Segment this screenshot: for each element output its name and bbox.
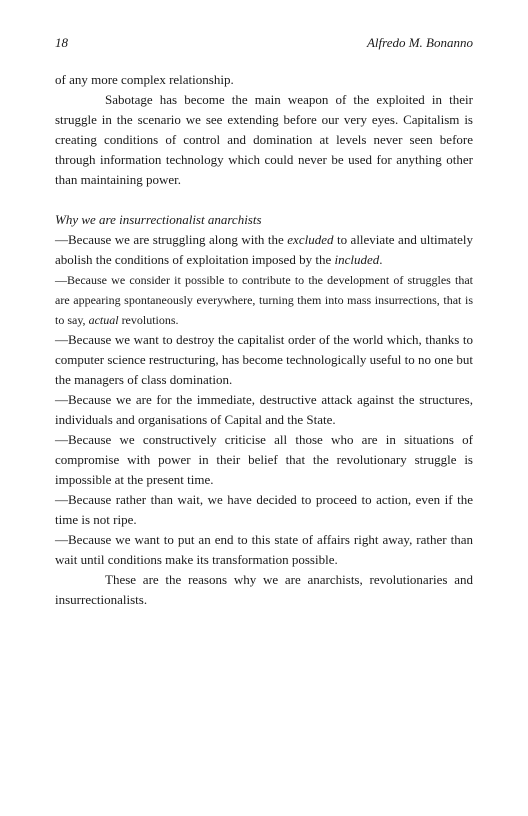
section-gap (55, 190, 473, 210)
closing-paragraph: These are the reasons why we are anarchists, revolutionaries and insurrectionalists. (55, 572, 473, 607)
reason-2 (55, 270, 473, 330)
running-head: Alfredo M. Bonanno (366, 35, 473, 50)
paragraph-sabotage: Sabotage has become the main weapon of the exploited in their struggle in the scenario we see extending before our very eyes. Capitalism is creating conditions of control and domination at levels never seen before through information technology which could never be used for anything other than maintaining power. (55, 92, 473, 187)
reason-3: —Because we want to destroy the capitalist order of the world which, thanks to computer science restructuring, has become technologically useful to no one but the managers of class domination. (55, 332, 473, 387)
reason-1-emphasis-excluded: excluded (287, 232, 334, 247)
section-heading: Why we are insurrectionalist anarchists (55, 212, 262, 227)
paragraph-continuation: of any more complex relationship. (55, 72, 234, 87)
reason-6: —Because rather than wait, we have decided to proceed to action, even if the time is not ripe. (55, 492, 473, 527)
reason-7: —Because we want to put an end to this state of affairs right away, rather than wait until conditions make its transformation possible. (55, 532, 473, 567)
reason-1-emphasis-included: included (334, 252, 380, 267)
reason-5: —Because we constructively criticise all those who are in situations of compromise with power in their belief that the revolutionary struggle is impossible at the present time. (55, 432, 473, 487)
reason-2-text-a: —Because we consider it possible to contribute to the development of struggles that are appearing spontaneously everywhere, turning them into mass insurrections, that is to say, (55, 273, 473, 327)
reason-4: —Because we are for the immediate, destructive attack against the structures, individuals and organisations of Capital and the State. (55, 392, 473, 427)
page-header (55, 35, 473, 55)
body-text (55, 70, 473, 610)
reason-1-text-a: —Because we are struggling along with the (55, 232, 288, 247)
reason-1 (55, 230, 473, 270)
reason-1-text-b: to alleviate and ultimately abolish the conditions of exploitation imposed by the (55, 232, 474, 267)
page-number: 18 (55, 35, 68, 50)
reason-1-text-c: . (379, 252, 383, 267)
reason-2-emphasis-actual: actual (88, 313, 119, 327)
reason-2-text-b: revolutions. (118, 313, 179, 327)
